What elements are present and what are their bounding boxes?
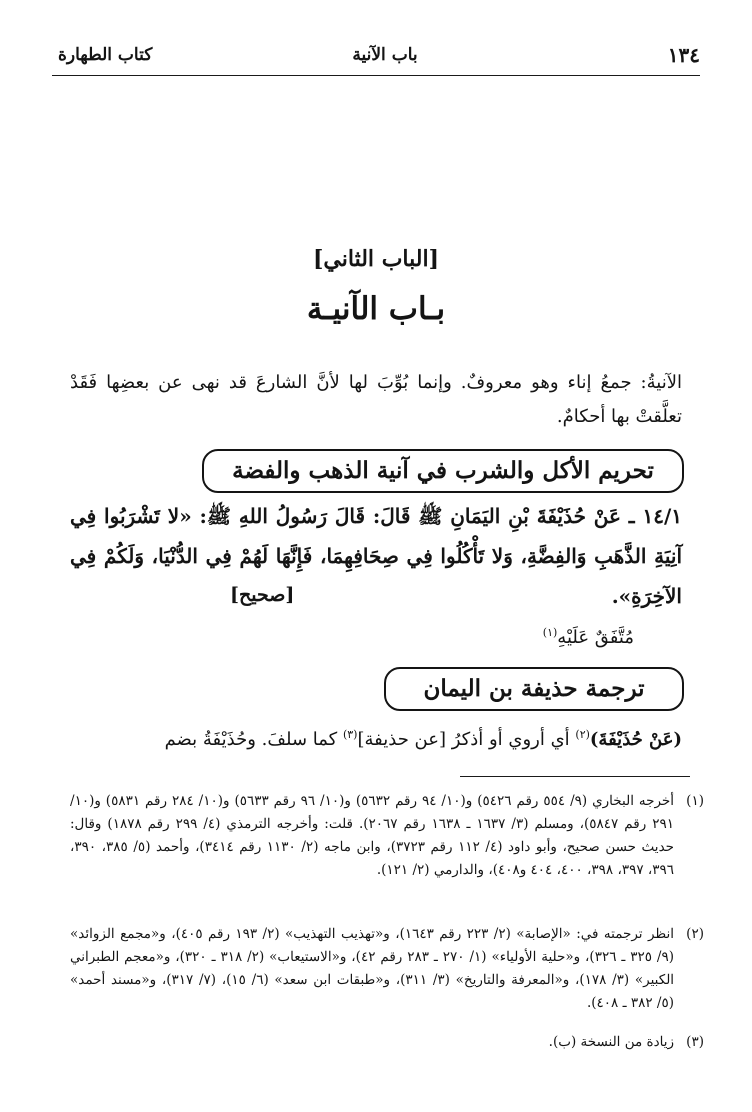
hadith-source-text: مُتَّفَقٌ عَلَيْهِ	[557, 627, 634, 648]
header-rule	[52, 75, 700, 76]
hadith-text: ١٤/١ ـ عَنْ حُذَيْفَةَ بْنِ اليَمَانِ ﷺ قَالَ: قَالَ رَسُولُ اللهِ ﷺ: «لا تَشْرَبُوا فِي آنِيَةِ الذَّهَبِ وَالفِضَّةِ، وَلا تَأْكُلُوا فِي صِحَافِهِمَا، فَإِنَّهَا لَهُمْ فِي الدُّنْيَا، وَلَكُمْ فِي الآخِرَةِ».	[70, 504, 682, 608]
footnote-3: زيادة من النسخة (ب).	[548, 1034, 674, 1050]
footnote-ref-1[interactable]: (١)	[542, 626, 558, 639]
running-section-title: باب الآنية	[352, 45, 418, 65]
footnote-number-1: (١)	[686, 793, 704, 809]
footnote-ref-2[interactable]: (٢)	[575, 728, 590, 741]
bio-paragraph	[70, 718, 682, 757]
page-number: ١٣٤	[667, 43, 700, 67]
footnote-rule	[460, 776, 690, 777]
footnote-1: أخرجه البخاري (٩/ ٥٥٤ رقم ٥٤٢٦) و(١٠/ ٩٤ رقم ٥٦٣٢) و(١٠/ ٩٦ رقم ٥٦٣٣) و(١٠/ ٢٨٤ رقم ٥٨٣١) و(١٠/ ٢٩١ رقم ٥٨٤٧)، ومسلم (٣/ ١٦٣٧ ـ ١٦٣٨ رقم ٢٠٦٧). قلت: وأخرجه الترمذي (٤/ ٢٩٩ رقم ١٨٧٨) وقال: حديث حسن صحيح، وأبو داود (٤/ ١١٢ رقم ٣٧٢٣)، وابن ماجه (٢/ ١١٣٠ رقم ٣٤١٤)، وأحمد (٥/ ٣٨٥، ٣٩٠، ٣٩٦، ٣٩٧، ٣٩٨، ٤٠٠، ٤٠٤ و٤٠٨)، والدارمي (٢/ ١٢١).	[70, 793, 675, 878]
intro-paragraph: الآنيةُ: جمعُ إناء وهو معروفٌ. وإنما بُوِّبَ لها لأنَّ الشارعَ قد نهى عن بعضِها فَقَدْ تعلَّقتْ بها أحكامٌ.	[70, 372, 682, 427]
hadith-source	[543, 616, 634, 655]
footnote-2: انظر ترجمته في: «الإصابة» (٢/ ٢٢٣ رقم ١٦٤٣)، و«تهذيب التهذيب» (٢/ ١٩٣ رقم ٤٠٥)، و«مجمع الزوائد» (٩/ ٣٢٥ ـ ٣٢٦)، و«حلية الأولياء» (١/ ٢٧٠ ـ ٢٨٣ رقم ٤٢)، و«الاستيعاب» (٢/ ٣١٨ ـ ٣٢٠)، و«معجم الطبراني الكبير» (٣/ ١٧٨)، و«المعرفة والتاريخ» (٣/ ٣١١)، و«طبقات ابن سعد» (٦/ ١٥)، (٧/ ٣١٧)، و«مسند أحمد» (٥/ ٣٨٢ ـ ٤٠٨).	[70, 926, 675, 1011]
chapter-title: بـاب الآنيـة	[306, 291, 446, 327]
heading-box-prohibition: تحريم الأكل والشرب في آنية الذهب والفضة	[202, 449, 684, 493]
hadith-grade: [صحيح]	[230, 584, 295, 606]
running-book-title: كتاب الطهارة	[58, 45, 153, 65]
chapter-label: [الباب الثاني]	[313, 246, 439, 272]
heading-box-biography: ترجمة حذيفة بن اليمان	[384, 667, 684, 711]
footnote-number-3: (٣)	[686, 1034, 704, 1050]
bio-text-1: أي أروي أو أذكرُ [عن حذيفة]	[357, 729, 576, 750]
footnote-number-2: (٢)	[686, 926, 704, 942]
bio-text-2: كما سلفَ. وحُذَيْفَةُ بضم	[164, 729, 343, 750]
footnote-ref-3[interactable]: (٣)	[342, 728, 358, 741]
bio-quote: (عَنْ حُذَيْفَةَ)	[589, 729, 682, 750]
